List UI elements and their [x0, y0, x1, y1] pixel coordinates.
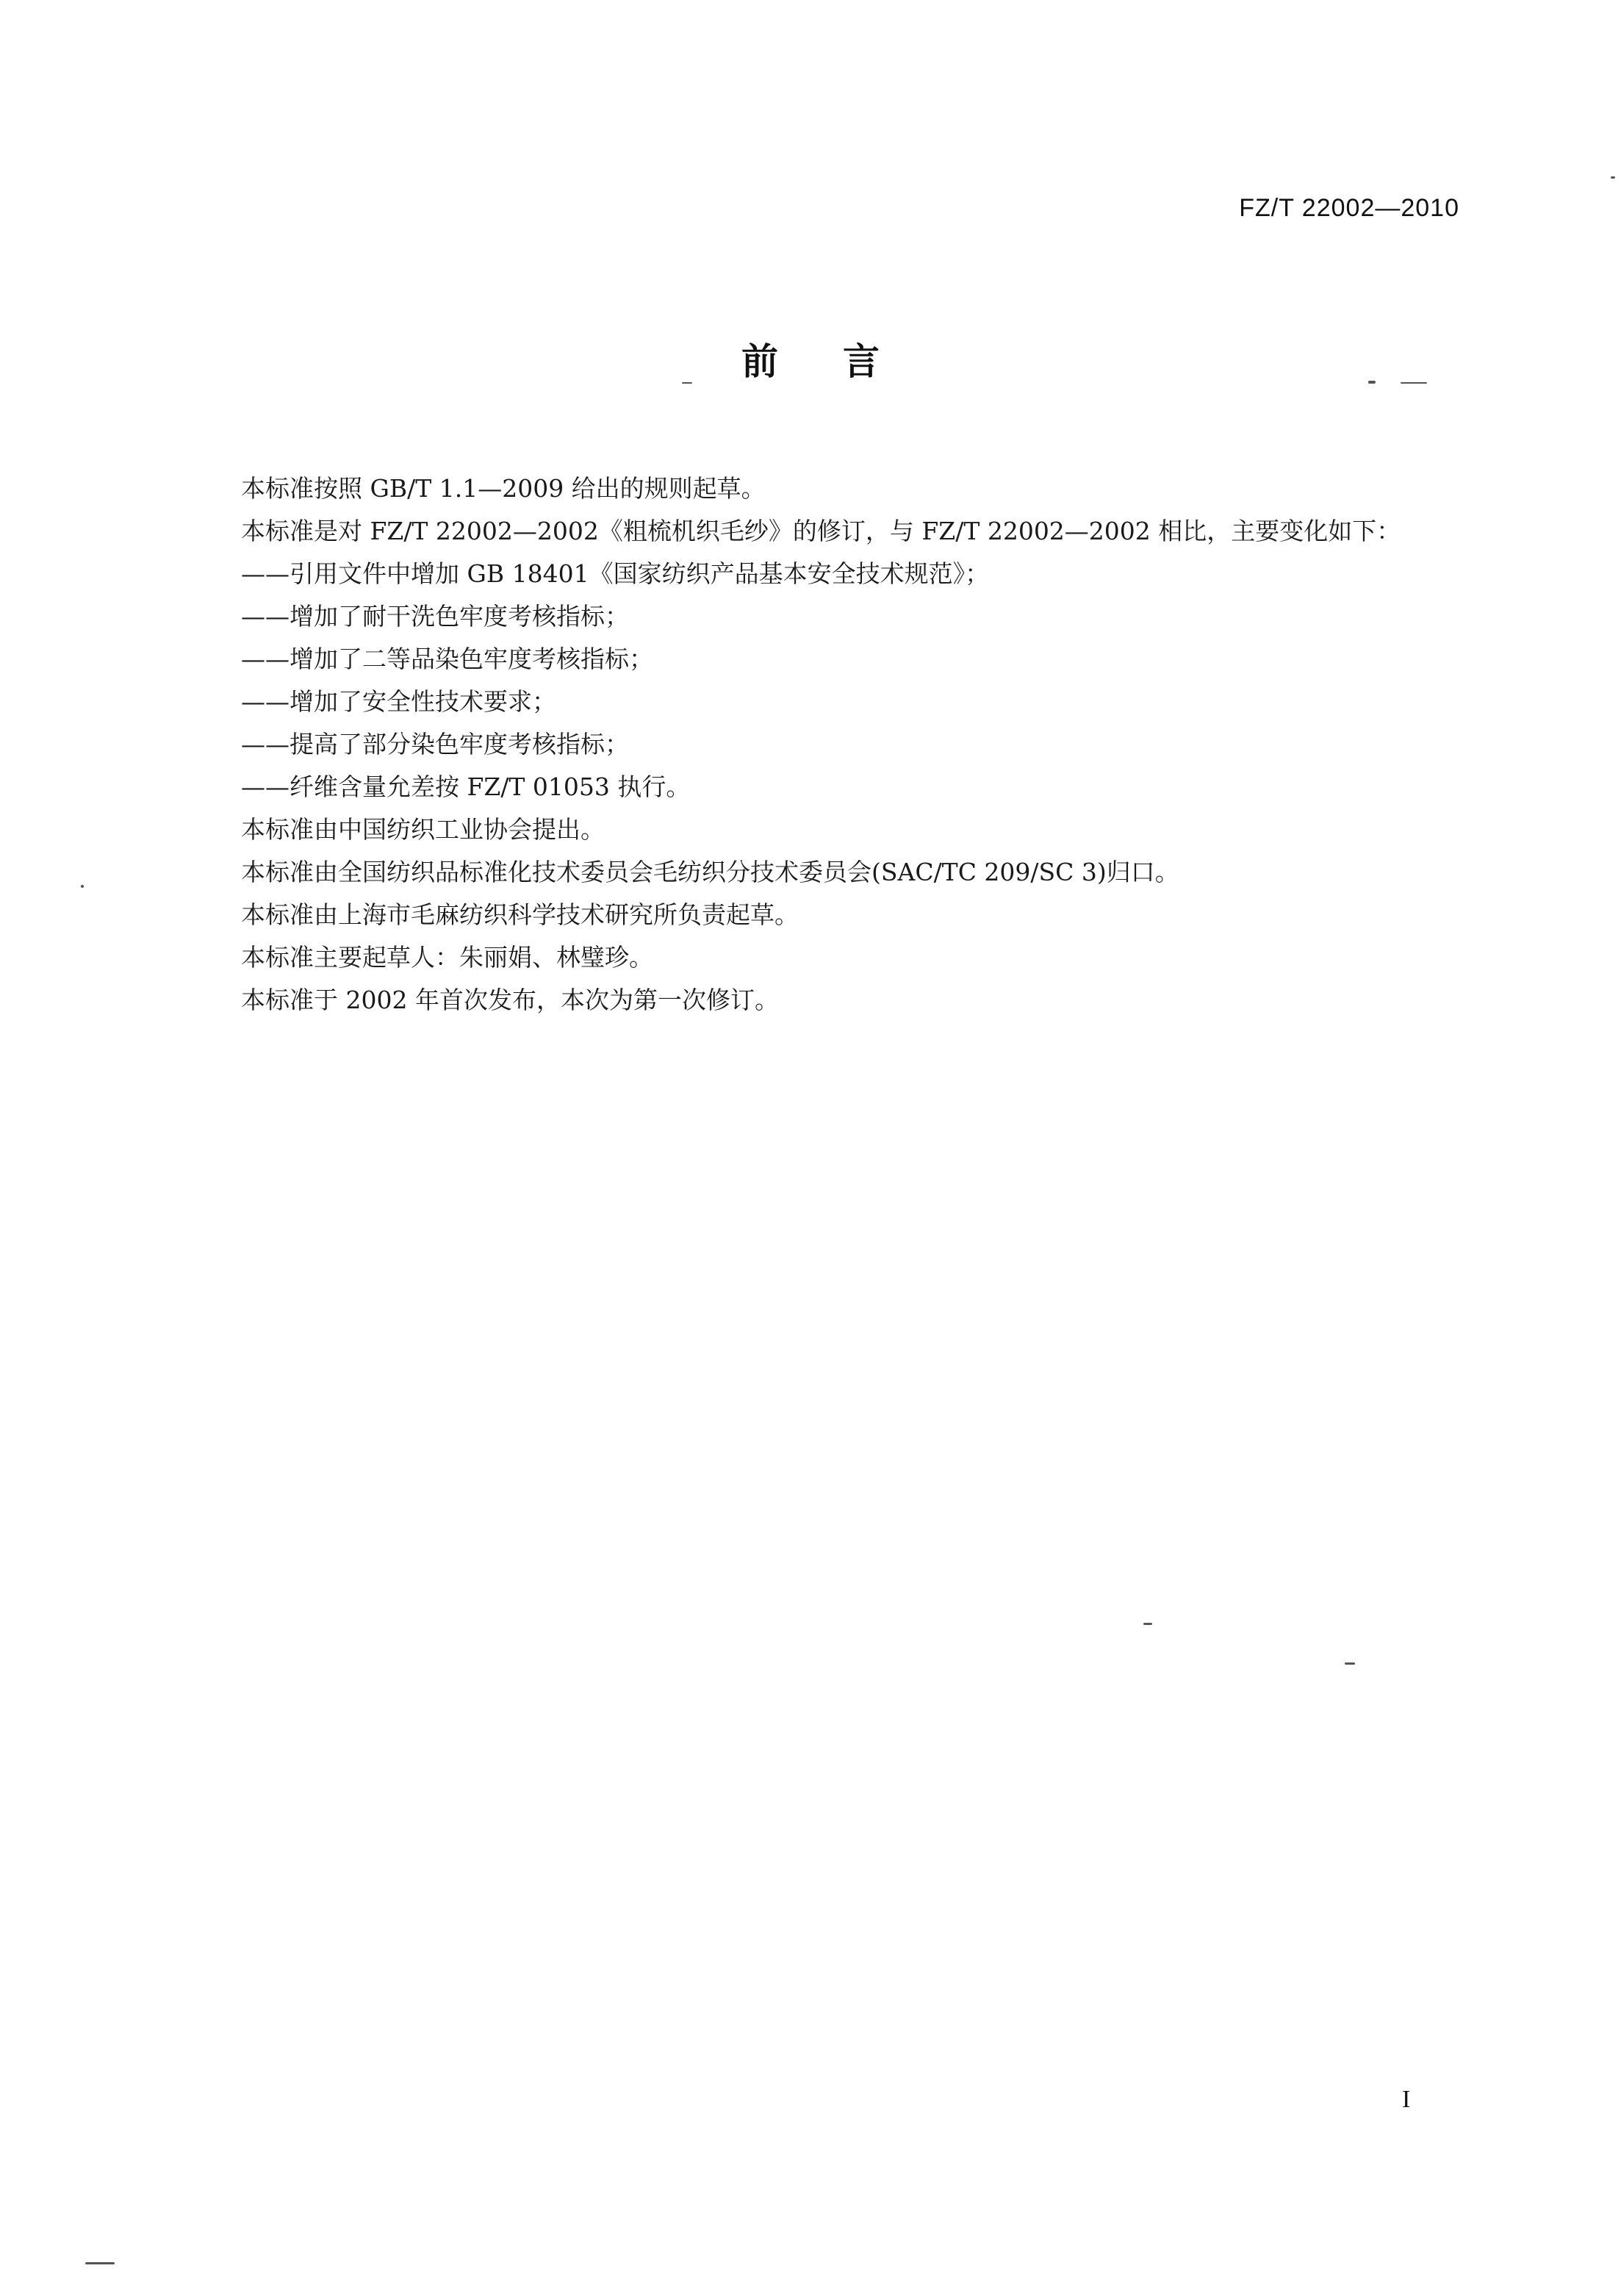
paragraph-proposer: 本标准由中国纺织工业协会提出。 [241, 815, 605, 844]
scan-speck [1345, 1662, 1355, 1665]
standard-code: FZ/T 22002—2010 [1239, 194, 1459, 222]
change-item: ——纤维含量允差按 FZ/T 01053 执行。 [241, 772, 691, 801]
document-body [193, 467, 1462, 1022]
scan-speck [85, 2262, 115, 2264]
page-number: I [1402, 2086, 1411, 2113]
scan-speck [1368, 381, 1376, 384]
paragraph-technical-committee: 本标准由全国纺织品标准化技术委员会毛纺织分技术委员会(SAC/TC 209/SC 3)归口。 [241, 858, 1179, 886]
paragraph-drafters: 本标准主要起草人：朱丽娟、林璧珍。 [241, 943, 653, 972]
paragraph-publication-history: 本标准于 2002 年首次发布，本次为第一次修订。 [241, 986, 779, 1014]
change-item: ——引用文件中增加 GB 18401《国家纺织产品基本安全技术规范》； [241, 559, 990, 588]
paragraph-drafting-unit: 本标准由上海市毛麻纺织科学技术研究所负责起草。 [241, 900, 799, 929]
change-item: ——增加了耐干洗色牢度考核指标； [241, 602, 629, 631]
scan-speck [1611, 176, 1615, 179]
page-title: 前言 [741, 340, 944, 383]
scan-speck [682, 382, 692, 384]
scan-speck [1143, 1623, 1152, 1625]
change-item: ——提高了部分染色牢度考核指标； [241, 730, 629, 758]
change-item: ——增加了安全性技术要求； [241, 687, 556, 716]
paragraph-revision-intro: 本标准是对 FZ/T 22002—2002《粗梳机织毛纱》的修订，与 FZ/T 22002—2002 相比，主要变化如下： [241, 517, 1401, 545]
scan-speck [81, 885, 84, 888]
paragraph-drafting-rules: 本标准按照 GB/T 1.1—2009 给出的规则起草。 [241, 474, 766, 503]
change-item: ——增加了二等品染色牢度考核指标； [241, 645, 653, 673]
scan-speck [1401, 382, 1427, 384]
